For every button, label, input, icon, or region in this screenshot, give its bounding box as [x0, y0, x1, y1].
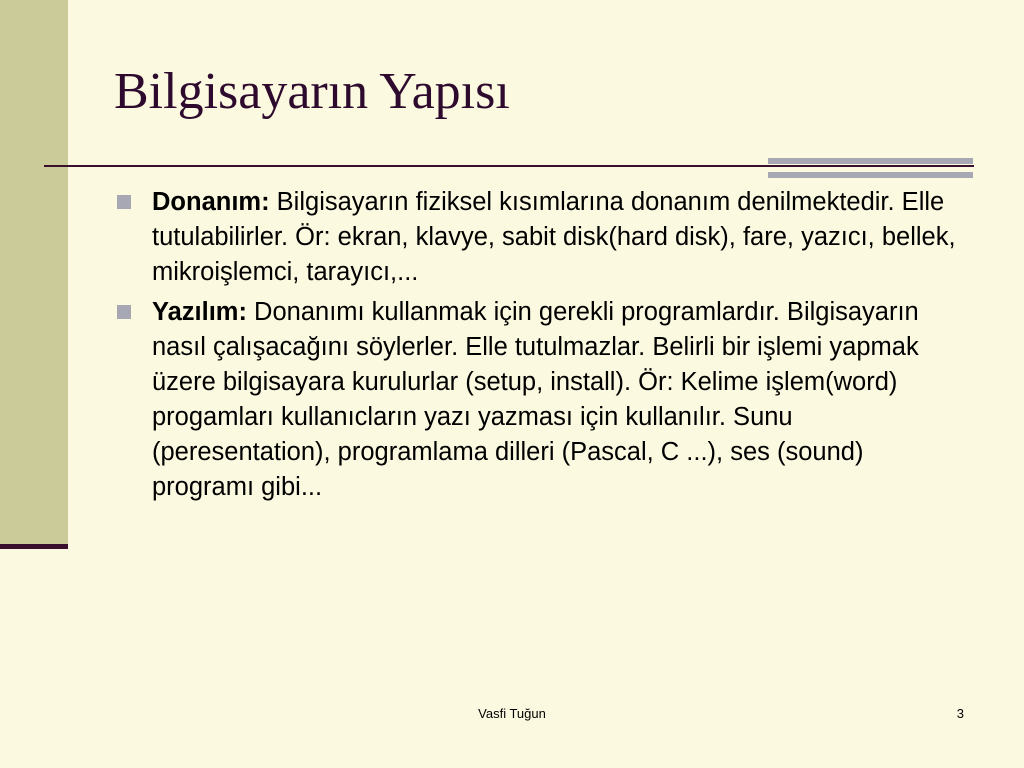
accent-bar-top	[768, 158, 973, 164]
square-bullet-icon	[117, 305, 131, 319]
slide-content	[114, 185, 964, 510]
slide-title: Bilgisayarın Yapısı	[114, 63, 510, 120]
square-bullet-icon	[117, 195, 131, 209]
bullet-text: Bilgisayarın fiziksel kısımlarına donanım denilmektedir. Elle tutulabilirler. Ör: ekran, klavye, sabit disk(hard disk), fare, yazıcı, bellek, mikroişlemci, tarayıcı,...	[152, 188, 956, 286]
left-band-rule	[0, 544, 68, 549]
footer-author: Vasfi Tuğun	[478, 706, 546, 721]
bullet-item-yazilim	[114, 295, 964, 505]
slide-page-number: 3	[956, 706, 964, 721]
bullet-text: Donanımı kullanmak için gerekli programlardır. Bilgisayarın nasıl çalışacağını söylerler. Elle tutulmazlar. Belirli bir işlemi yapmak üzere bilgisayara kurulurlar (setup, install). Ör: Kelime işlem(word) progamları kullanıcların yazı yazması için kullanılır. Sunu (peresentation), programlama dilleri (Pascal, C ...), ses (sound) programı gibi...	[152, 298, 919, 501]
left-decorative-band	[0, 0, 68, 546]
title-accent-bars	[768, 158, 973, 180]
bullet-term: Donanım:	[152, 188, 270, 216]
accent-bar-bottom	[768, 172, 973, 178]
bullet-term: Yazılım:	[152, 298, 247, 326]
bullet-item-donanim	[114, 185, 964, 290]
